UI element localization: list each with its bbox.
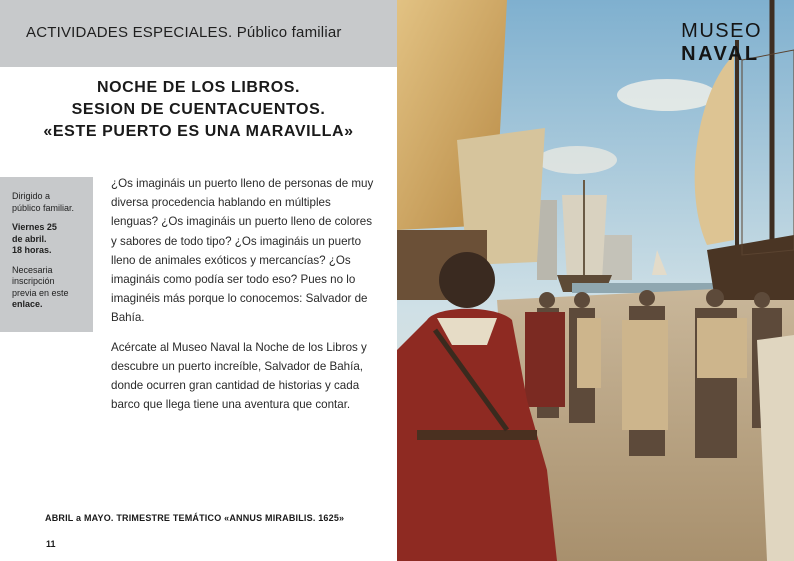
museo-naval-logo: [681, 20, 762, 66]
event-title: [20, 77, 377, 143]
section-label: ACTIVIDADES ESPECIALES. Público familiar: [26, 24, 342, 41]
harbor-illustration: [397, 0, 794, 561]
header-band: [0, 0, 397, 67]
event-description: [111, 174, 376, 424]
page-number: 11: [46, 539, 56, 549]
logo-line-1: MUSEO: [681, 20, 762, 42]
audience-info: Dirigido a público familiar.: [12, 191, 75, 213]
logo-line-2: NAVAL: [681, 43, 760, 65]
title-line-3: «ESTE PUERTO ES UNA MARAVILLA»: [43, 123, 354, 140]
harbor-scene-image: [397, 0, 794, 561]
registration-info: Necesaria inscripción previa en este enlace.: [12, 264, 69, 309]
event-info-box: [0, 177, 93, 332]
title-line-2: SESION DE CUENTACUENTOS.: [71, 101, 326, 118]
title-line-1: NOCHE DE LOS LIBROS.: [96, 79, 301, 96]
footer-theme: ABRIL a MAYO. TRIMESTRE TEMÁTICO «ANNUS MIRABILIS. 1625»: [45, 513, 345, 523]
description-paragraph-2: Acércate al Museo Naval la Noche de los Libros y descubre un puerto increíble, Salvador de Bahía, donde ocurren gran cantidad de historias y cada barco que llega tiene una aventura que contar.: [111, 340, 367, 412]
description-paragraph-1: ¿Os imagináis un puerto lleno de personas de muy diversa procedencia hablando en múltiples lenguas? ¿Os imagináis un puerto lleno de colores y sabores de todo tipo? ¿Os imagináis un puerto lleno de animales exóticos y mercancías? ¿Os imagináis como podía ser todo eso? Pues no lo imaginéis más porque lo conocemos: Salvador de Bahía.: [111, 177, 374, 325]
date-info: Viernes 25 de abril. 18 horas.: [12, 222, 57, 255]
registration-link[interactable]: enlace.: [12, 299, 43, 309]
